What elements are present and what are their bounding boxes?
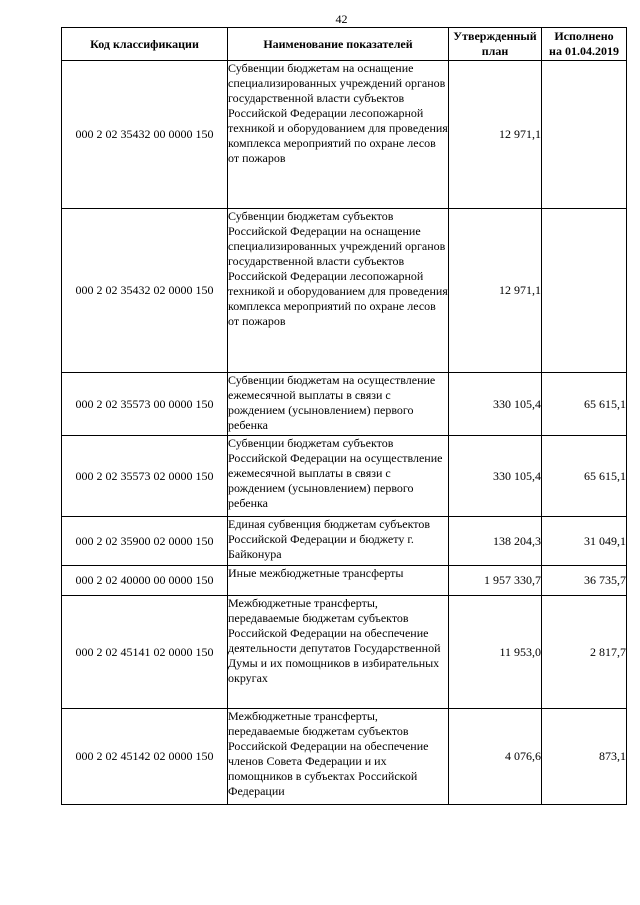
cell-plan: 138 204,3 <box>449 517 542 566</box>
cell-name: Иные межбюджетные трансферты <box>228 566 449 596</box>
cell-name: Межбюджетные трансферты, передаваемые бюджетам субъектов Российской Федерации на обеспечение членов Совета Федерации и их помощников в субъектах Российской Федерации <box>228 709 449 805</box>
cell-done: 65 615,1 <box>542 436 627 517</box>
cell-code: 000 2 02 35573 00 0000 150 <box>62 373 228 436</box>
table-row <box>62 373 627 436</box>
header-code: Код классификации <box>62 28 228 61</box>
cell-done: 65 615,1 <box>542 373 627 436</box>
cell-code: 000 2 02 35432 00 0000 150 <box>62 61 228 209</box>
page-number: 42 <box>335 12 348 26</box>
cell-done <box>542 209 627 373</box>
header-name: Наименование показателей <box>228 28 449 61</box>
cell-code: 000 2 02 45141 02 0000 150 <box>62 596 228 709</box>
header-plan-line2: план <box>481 44 509 58</box>
cell-done: 873,1 <box>542 709 627 805</box>
header-plan <box>449 28 542 61</box>
cell-code: 000 2 02 45142 02 0000 150 <box>62 709 228 805</box>
cell-code: 000 2 02 40000 00 0000 150 <box>62 566 228 596</box>
cell-code: 000 2 02 35573 02 0000 150 <box>62 436 228 517</box>
table-row <box>62 517 627 566</box>
cell-name: Субвенции бюджетам на осуществление ежемесячной выплаты в связи с рождением (усыновлением) первого ребенка <box>228 373 449 436</box>
header-done-line1: Исполнено <box>554 29 614 43</box>
cell-code: 000 2 02 35432 02 0000 150 <box>62 209 228 373</box>
table-row <box>62 566 627 596</box>
table-row <box>62 596 627 709</box>
cell-name: Субвенции бюджетам субъектов Российской Федерации на оснащение специализированных учреждений органов государственной власти субъектов Российской Федерации лесопожарной техникой и оборудованием для проведения комплекса мероприятий по охране лесов от пожаров <box>228 209 449 373</box>
cell-name: Единая субвенция бюджетам субъектов Российской Федерации и бюджету г. Байконура <box>228 517 449 566</box>
cell-code: 000 2 02 35900 02 0000 150 <box>62 517 228 566</box>
header-done <box>542 28 627 61</box>
cell-done: 31 049,1 <box>542 517 627 566</box>
cell-name: Субвенции бюджетам субъектов Российской Федерации на осуществление ежемесячной выплаты в связи с рождением (усыновлением) первого ребенка <box>228 436 449 517</box>
cell-plan: 12 971,1 <box>449 61 542 209</box>
header-plan-line1: Утвержденный <box>453 29 537 43</box>
table-row <box>62 61 627 209</box>
cell-name: Субвенции бюджетам на оснащение специализированных учреждений органов государственной власти субъектов Российской Федерации лесопожарной техникой и оборудованием для проведения комплекса мероприятий по охране лесов от пожаров <box>228 61 449 209</box>
cell-plan: 12 971,1 <box>449 209 542 373</box>
cell-done <box>542 61 627 209</box>
cell-plan: 11 953,0 <box>449 596 542 709</box>
cell-done: 2 817,7 <box>542 596 627 709</box>
header-done-line2: на 01.04.2019 <box>549 44 619 58</box>
cell-plan: 330 105,4 <box>449 436 542 517</box>
table-row <box>62 709 627 805</box>
table-row <box>62 209 627 373</box>
cell-plan: 1 957 330,7 <box>449 566 542 596</box>
cell-name: Межбюджетные трансферты, передаваемые бюджетам субъектов Российской Федерации на обеспечение деятельности депутатов Государственной Думы и их помощников в избирательных округах <box>228 596 449 709</box>
cell-done: 36 735,7 <box>542 566 627 596</box>
budget-table <box>61 27 627 805</box>
table-header-row <box>62 28 627 61</box>
cell-plan: 4 076,6 <box>449 709 542 805</box>
table-row <box>62 436 627 517</box>
cell-plan: 330 105,4 <box>449 373 542 436</box>
